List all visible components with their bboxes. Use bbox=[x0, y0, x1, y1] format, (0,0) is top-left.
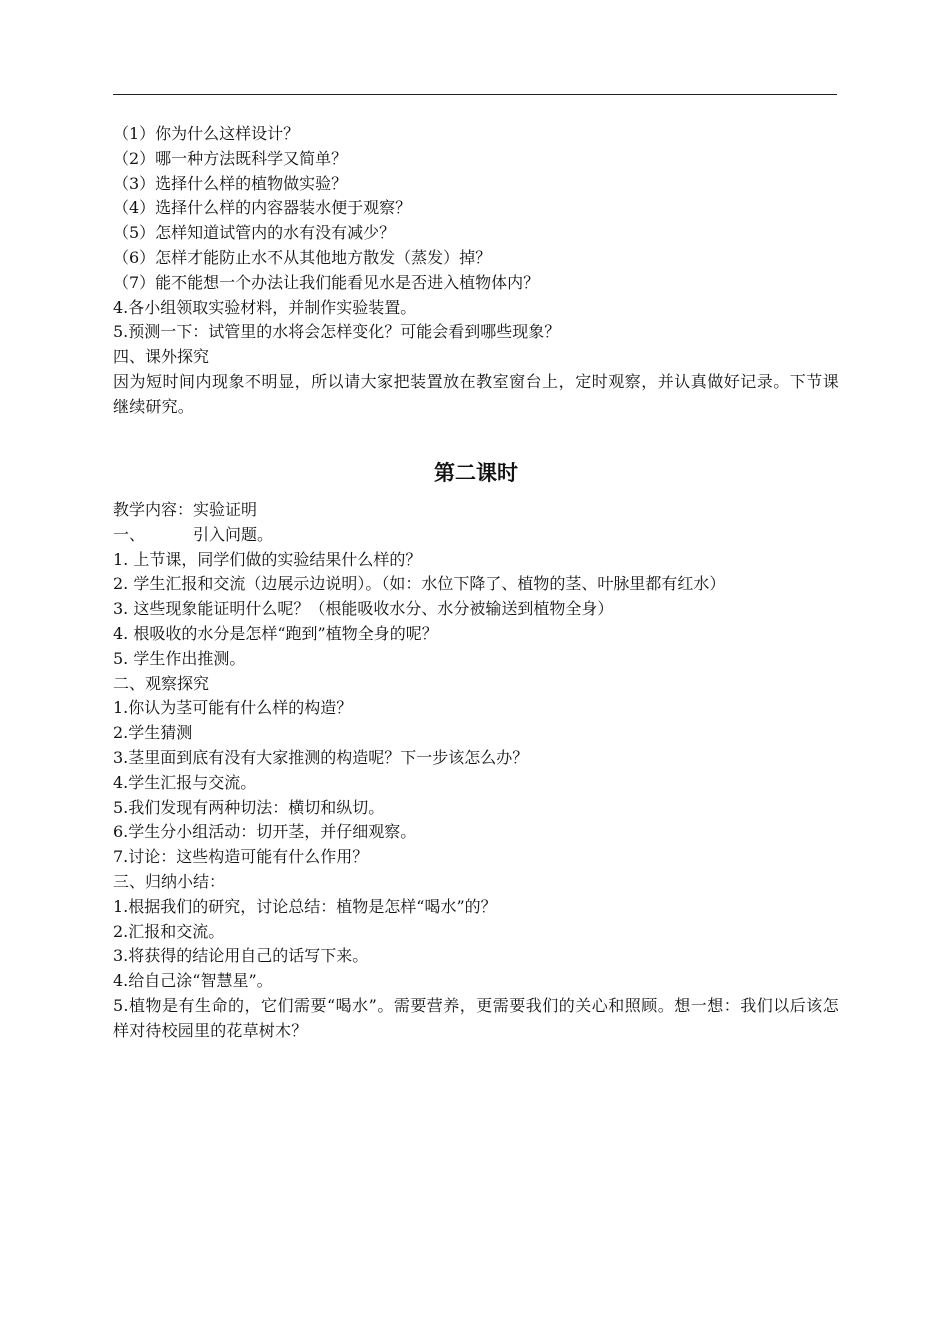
intro-item-1: 1. 上节课，同学们做的实验结果什么样的？ bbox=[113, 549, 422, 569]
observe-item-4: 4.学生汇报与交流。 bbox=[113, 772, 257, 792]
question-7: （7）能不能想一个办法让我们能看见水是否进入植物体内？ bbox=[113, 272, 540, 292]
heading-intro-number: 一、 bbox=[113, 524, 146, 544]
question-1: （1）你为什么这样设计？ bbox=[113, 124, 300, 143]
heading-intro-text: 引入问题。 bbox=[193, 524, 274, 544]
intro-item-5: 5. 学生作出推测。 bbox=[113, 648, 246, 668]
observe-item-1: 1.你认为茎可能有什么样的构造？ bbox=[113, 698, 353, 718]
lesson-title: 第二课时 bbox=[434, 461, 518, 485]
question-5: （5）怎样知道试管内的水有没有减少？ bbox=[113, 223, 396, 243]
extracurricular-paragraph: 因为短时间内现象不明显，所以请大家把装置放在教室窗台上，定时观察，并认真做好记录。下节课继续研究。 bbox=[113, 371, 839, 416]
observe-item-2: 2.学生猜测 bbox=[113, 723, 193, 743]
closing-paragraph: 5.植物是有生命的，它们需要“喝水”。需要营养，更需要我们的关心和照顾。想一想：我们以后该怎样对待校园里的花草树木？ bbox=[113, 995, 839, 1040]
heading-observe: 二、观察探究 bbox=[113, 673, 210, 693]
step-4: 4.各小组领取实验材料，并制作实验装置。 bbox=[113, 297, 417, 317]
observe-item-6: 6.学生分小组活动：切开茎，并仔细观察。 bbox=[113, 822, 417, 842]
summary-item-1: 1.根据我们的研究，讨论总结：植物是怎样“喝水”的？ bbox=[113, 896, 497, 916]
question-6: （6）怎样才能防止水不从其他地方散发（蒸发）掉？ bbox=[113, 247, 492, 267]
question-3: （3）选择什么样的植物做实验？ bbox=[113, 173, 348, 193]
section1-block bbox=[113, 122, 839, 420]
heading-extracurricular: 四、课外探究 bbox=[113, 347, 210, 367]
heading-summary: 三、归纳小结： bbox=[113, 871, 226, 891]
intro-item-4: 4. 根吸收的水分是怎样“跑到”植物全身的呢？ bbox=[113, 623, 438, 643]
step-5: 5.预测一下：试管里的水将会怎样变化？可能会看到哪些现象？ bbox=[113, 322, 561, 342]
observe-item-7: 7.讨论：这些构造可能有什么作用？ bbox=[113, 847, 369, 867]
observe-item-5: 5.我们发现有两种切法：横切和纵切。 bbox=[113, 797, 385, 817]
question-2: （2）哪一种方法既科学又简单？ bbox=[113, 148, 348, 168]
intro-item-3: 3. 这些现象能证明什么呢？（根能吸收水分、水分被输送到植物全身） bbox=[113, 599, 614, 619]
observe-item-3: 3.茎里面到底有没有大家推测的构造呢？下一步该怎么办？ bbox=[113, 747, 529, 767]
summary-item-3: 3.将获得的结论用自己的话写下来。 bbox=[113, 946, 369, 966]
heading-intro bbox=[113, 523, 839, 548]
section2-block bbox=[113, 498, 839, 1044]
content-label: 教学内容：实验证明 bbox=[113, 500, 258, 519]
summary-item-2: 2.汇报和交流。 bbox=[113, 921, 225, 941]
question-4: （4）选择什么样的内容器装水便于观察？ bbox=[113, 198, 412, 218]
header-rule bbox=[113, 94, 837, 95]
intro-item-2: 2. 学生汇报和交流（边展示边说明）。（如：水位下降了、植物的茎、叶脉里都有红水） bbox=[113, 574, 726, 594]
summary-item-4: 4.给自己涂“智慧星”。 bbox=[113, 971, 273, 991]
